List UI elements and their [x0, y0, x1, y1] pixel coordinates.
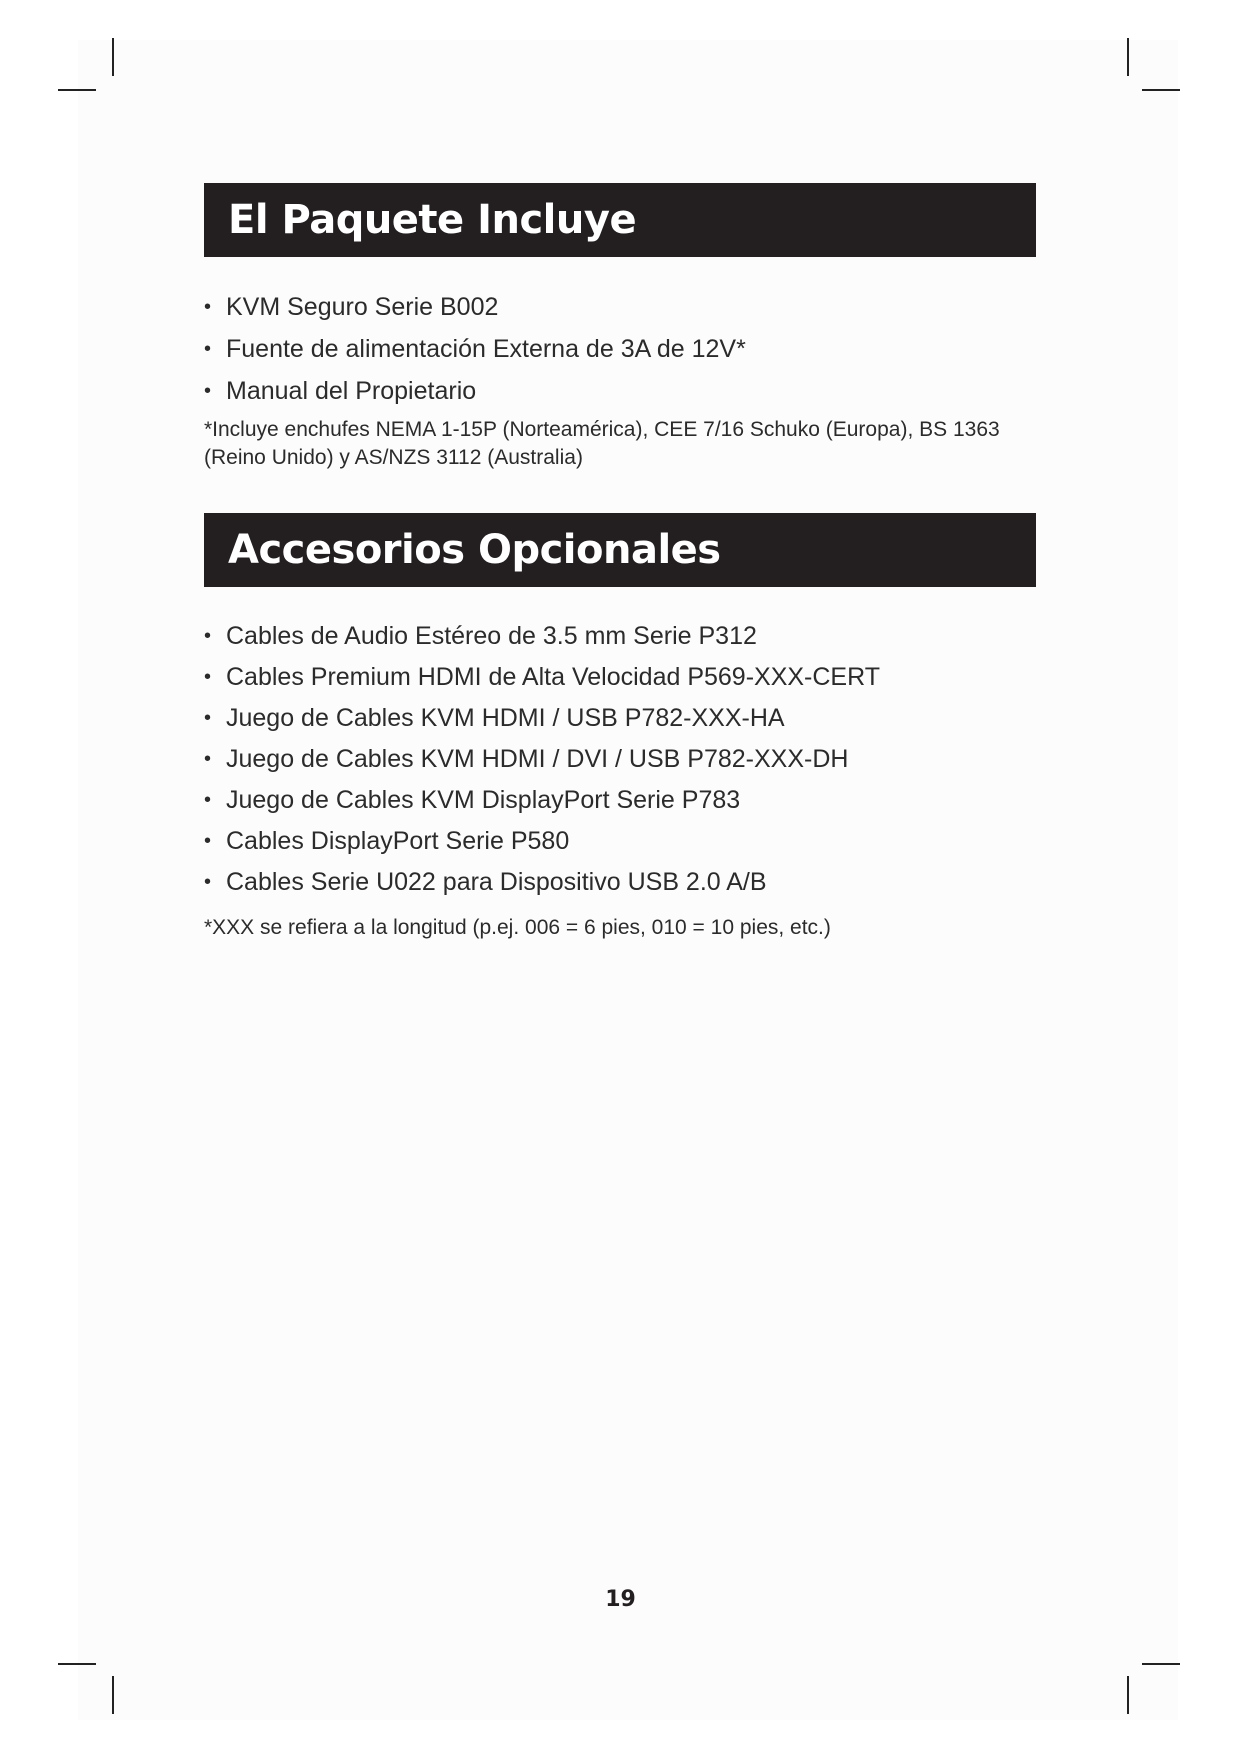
crop-mark-top-left-vertical	[112, 38, 114, 76]
optional-accessories-list	[204, 616, 880, 903]
crop-mark-top-right-horizontal	[1142, 89, 1180, 91]
bullet-icon: •	[204, 380, 212, 402]
package-contents-list	[204, 286, 746, 412]
bullet-icon: •	[204, 338, 212, 360]
bullet-icon: •	[204, 871, 212, 893]
list-item: • Juego de Cables KVM DisplayPort Serie P783	[204, 780, 880, 821]
optional-accessories-header	[204, 513, 1036, 587]
list-item: • KVM Seguro Serie B002	[204, 286, 746, 328]
crop-mark-bottom-left-vertical	[112, 1676, 114, 1714]
length-footnote: *XXX se refiera a la longitud (p.ej. 006 = 6 pies, 010 = 10 pies, etc.)	[204, 916, 831, 939]
list-item: • Manual del Propietario	[204, 370, 746, 412]
bullet-icon: •	[204, 666, 212, 688]
crop-mark-bottom-left-horizontal	[58, 1663, 96, 1665]
bullet-icon: •	[204, 625, 212, 647]
list-item: • Cables Premium HDMI de Alta Velocidad P569-XXX-CERT	[204, 657, 880, 698]
optional-accessories-title: Accesorios Opcionales	[228, 527, 721, 573]
bullet-icon: •	[204, 296, 212, 318]
list-item: • Juego de Cables KVM HDMI / USB P782-XXX-HA	[204, 698, 880, 739]
package-contents-title: El Paquete Incluye	[228, 197, 637, 243]
list-item: • Fuente de alimentación Externa de 3A de 12V*	[204, 328, 746, 370]
page-number: 19	[605, 1587, 636, 1612]
bullet-icon: •	[204, 789, 212, 811]
crop-mark-bottom-right-horizontal	[1142, 1663, 1180, 1665]
crop-mark-top-right-vertical	[1127, 38, 1129, 76]
list-item: • Cables DisplayPort Serie P580	[204, 821, 880, 862]
package-contents-header	[204, 183, 1036, 257]
list-item: • Juego de Cables KVM HDMI / DVI / USB P782-XXX-DH	[204, 739, 880, 780]
crop-mark-top-left-horizontal	[58, 89, 96, 91]
plug-footnote: *Incluye enchufes NEMA 1-15P (Norteamérica), CEE 7/16 Schuko (Europa), BS 1363 (Reino Unido) y AS/NZS 3112 (Australia)	[204, 418, 1000, 469]
bullet-icon: •	[204, 748, 212, 770]
bullet-icon: •	[204, 830, 212, 852]
list-item: • Cables de Audio Estéreo de 3.5 mm Serie P312	[204, 616, 880, 657]
crop-mark-bottom-right-vertical	[1127, 1676, 1129, 1714]
bullet-icon: •	[204, 707, 212, 729]
list-item: • Cables Serie U022 para Dispositivo USB 2.0 A/B	[204, 862, 880, 903]
